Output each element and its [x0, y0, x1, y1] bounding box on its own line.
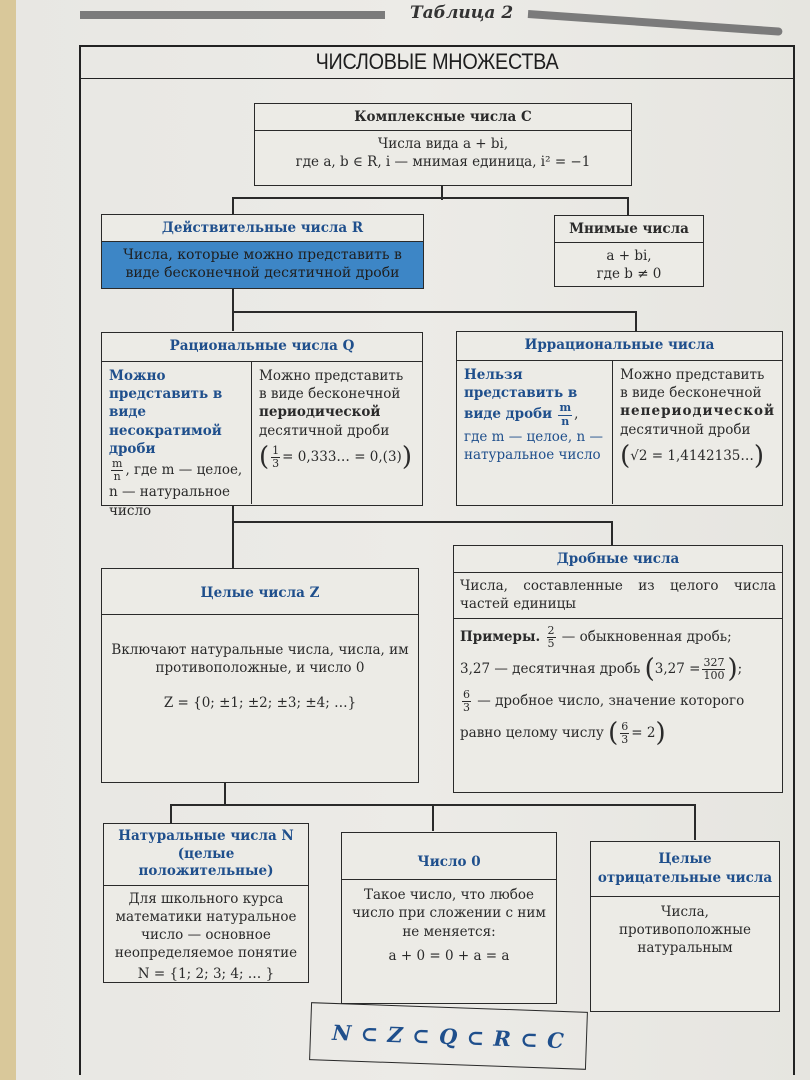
example-rest: = 0,333… = 0,(3): [282, 448, 402, 465]
irrational-right-tail: десятичной дроби: [620, 421, 751, 438]
example-2-eq: 3,27 =: [654, 660, 701, 677]
complex-numbers-title: Комплексные числа C: [255, 104, 631, 131]
connector: [611, 521, 613, 545]
complex-definition-line2: где a, b ∈ R, i — мнимая единица, i² = −1: [295, 154, 591, 171]
real-numbers-title: Действительные числа R: [102, 215, 423, 242]
irrational-numbers-title: Иррациональные числа: [457, 332, 782, 361]
page-title: ЧИСЛОВЫЕ МНОЖЕСТВА: [315, 49, 559, 74]
connector: [232, 505, 234, 522]
natural-numbers-box: [103, 823, 309, 983]
zero-definition: Такое число, что любое число при сложении с ним не меняется:: [352, 887, 546, 940]
connector: [432, 804, 434, 831]
title-divider: [79, 78, 795, 79]
imaginary-form: a + bi,: [606, 248, 652, 265]
sqrt2-example: √2 = 1,4142135…: [630, 447, 754, 464]
negative-integers-box: [590, 841, 780, 1012]
table-label: Таблица 2: [410, 3, 514, 23]
integers-definition: Включают натуральные числа, числа, им противоположные, и число 0: [111, 642, 409, 677]
header-decor-bar-left: [80, 11, 385, 19]
connector: [232, 311, 636, 313]
irrational-numbers-box: Иррациональные числа Нельзя представить в виде дроби $\frac{m}{n}$ , где m — целое, n — натуральное число Можно представить в виде бесконечной непериодической десятичной дроби (√2 = 1,4142135…): [456, 331, 783, 506]
integers-box: [101, 568, 419, 783]
natural-definition: Для школьного курса математики натуральное число — основное неопределяемое понятие: [114, 890, 298, 962]
zero-formula: a + 0 = 0 + a = a: [388, 947, 510, 964]
connector: [232, 521, 612, 523]
example-numerator: 1: [272, 443, 280, 457]
fractional-example-3-tail: равно целому числу ( $\frac{6}{3}$ = 2): [460, 718, 666, 749]
integers-title: Целые числа Z: [102, 569, 418, 615]
rational-right-text: Можно представить в виде бесконечной: [259, 368, 404, 403]
negative-definition: Числа, противоположные натуральным: [619, 903, 751, 957]
frac-numerator: 6: [463, 687, 470, 701]
rational-right-bold: периодической: [259, 404, 381, 421]
frac-numerator: m: [559, 401, 572, 415]
frac-numerator: 2: [547, 623, 555, 637]
connector: [224, 783, 226, 805]
example-3-eq: = 2: [631, 725, 656, 742]
fractional-example-3: [460, 689, 776, 714]
fractional-numbers-box: [453, 545, 783, 793]
connector: [232, 311, 234, 331]
frac-denominator: 3: [621, 733, 629, 747]
complex-definition-line1: Числа вида a + bi,: [377, 136, 509, 153]
frac-denominator: 100: [703, 668, 725, 682]
fraction-m-n: [558, 402, 572, 427]
example-2-text: 3,27 — десятичная дробь: [460, 660, 641, 677]
natural-numbers-title: Натуральные числа N (целые положительные): [104, 824, 308, 886]
integers-set: Z = {0; ±1; ±2; ±3; ±4; …}: [163, 694, 357, 711]
examples-label: Примеры.: [460, 628, 541, 645]
frac-numerator: m: [112, 457, 123, 471]
imaginary-numbers-title: Мнимые числа: [555, 216, 703, 243]
natural-set: N = {1; 2; 3; 4; … }: [137, 965, 275, 982]
subset-chain: N ⊂ Z ⊂ Q ⊂ R ⊂ C: [309, 1002, 588, 1070]
connector: [694, 804, 696, 840]
connector: [170, 804, 172, 823]
irrational-right-text: Можно представить в виде бесконечной: [620, 367, 765, 402]
frac-numerator: 6: [621, 719, 629, 733]
rational-numbers-box: [101, 332, 423, 519]
fractional-example-2: 3,27 — десятичная дробь (3,27 = $\frac{327}{100}$ );: [460, 653, 743, 684]
connector: [635, 311, 637, 331]
real-numbers-box: [101, 214, 424, 289]
example-denominator: 3: [272, 456, 280, 470]
zero-title: Число 0: [342, 833, 556, 880]
complex-numbers-box: [254, 103, 632, 186]
frac-numerator: 327: [703, 655, 725, 669]
irrational-example: (√2 = 1,4142135…): [620, 440, 765, 471]
fraction-m-n: [111, 458, 123, 483]
rational-example: ( $\frac{1}{3}$ = 0,333… = 0,(3)): [259, 441, 412, 472]
connector: [627, 197, 629, 215]
irrational-right-bold: непериодической: [620, 403, 775, 420]
rational-left-bold: Можно представить в виде несократимой дроби: [109, 368, 223, 457]
book-page-edge: [0, 0, 16, 1080]
example-3-text: — дробное число, значение которого: [477, 692, 745, 709]
fractional-definition: Числа, составленные из целого числа частей единицы: [454, 573, 782, 618]
frac-denominator: 5: [547, 636, 555, 650]
frac-denominator: n: [113, 470, 121, 484]
rational-right-tail: десятичной дроби: [259, 422, 390, 439]
zero-box: [341, 832, 557, 1004]
rational-left-rest: , где m — целое, n — натуральное число: [109, 462, 243, 519]
example-3-tail: равно целому числу: [460, 725, 604, 742]
imaginary-condition: где b ≠ 0: [596, 266, 662, 283]
connector: [232, 521, 234, 568]
rational-numbers-title: Рациональные числа Q: [102, 333, 422, 362]
connector: [232, 197, 234, 214]
irrational-left-rest: где m — целое, n — натуральное число: [464, 428, 603, 463]
real-numbers-definition: Числа, которые можно представить в виде бесконечной десятичной дроби: [102, 242, 423, 288]
frac-denominator: n: [561, 414, 570, 428]
connector: [232, 289, 234, 311]
imaginary-numbers-box: [554, 215, 704, 287]
fractional-example-1: [460, 625, 776, 650]
connector: [232, 197, 628, 199]
frac-denominator: 3: [463, 700, 470, 714]
example-1-text: — обыкновенная дробь;: [561, 628, 732, 645]
negative-integers-title: Целые отрицательные числа: [591, 842, 779, 897]
irrational-left-bold: Нельзя представить в виде дроби: [464, 367, 578, 423]
fractional-numbers-title: Дробные числа: [454, 546, 782, 573]
